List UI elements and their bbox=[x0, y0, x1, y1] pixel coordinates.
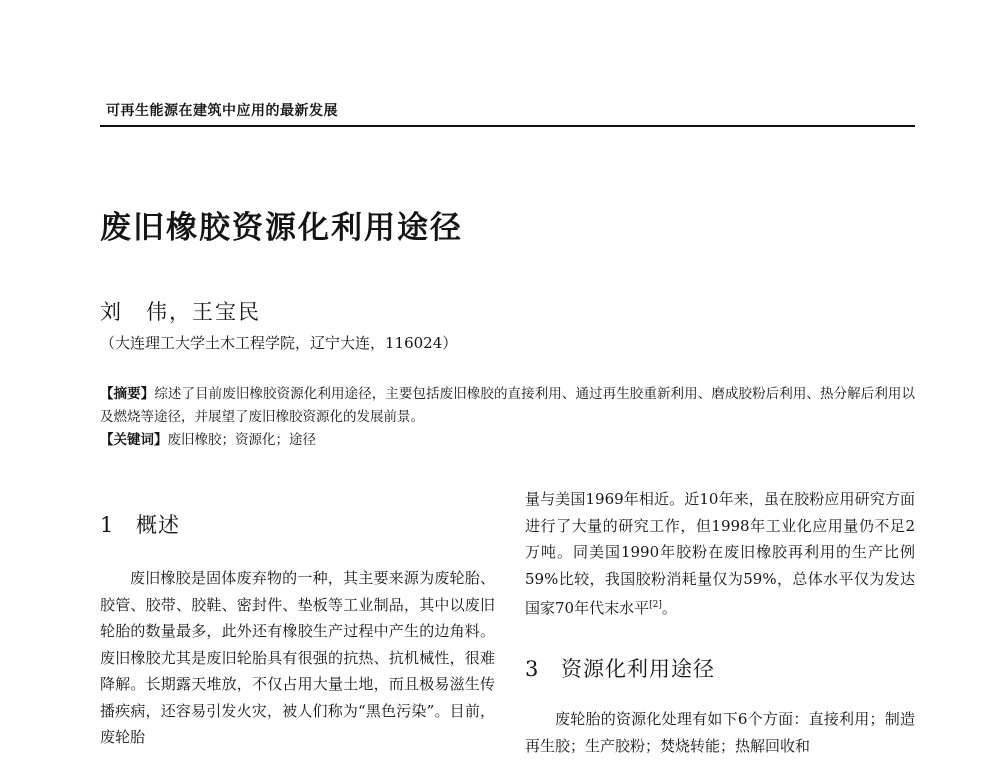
keywords bbox=[100, 429, 915, 452]
section-3-number: 3 bbox=[525, 657, 540, 681]
affiliation: （大连理工大学土木工程学院，辽宁大连，116024） bbox=[100, 334, 458, 352]
right-column bbox=[525, 486, 915, 622]
abstract-block bbox=[100, 383, 915, 452]
abstract-text: 综述了目前废旧橡胶资源化利用途径，主要包括废旧橡胶的直接利用、通过再生胶重新利用、磨成胶粉后利用、热分解后利用以及燃烧等途径，并展望了废旧橡胶资源化的发展前景。 bbox=[100, 386, 916, 425]
right-column-end: 。 bbox=[661, 599, 677, 617]
section-3-body bbox=[525, 706, 915, 759]
abstract bbox=[100, 383, 915, 429]
section-3-paragraph: 废轮胎的资源化处理有如下6个方面：直接利用；制造再生胶；生产胶粉；焚烧转能；热解回收和 bbox=[525, 710, 915, 755]
paper-title: 废旧橡胶资源化利用途径 bbox=[100, 210, 463, 246]
authors: 刘 伟，王宝民 bbox=[100, 300, 261, 324]
header-rule bbox=[100, 125, 915, 127]
keywords-text: 废旧橡胶；资源化；途径 bbox=[167, 432, 316, 448]
section-3-heading bbox=[525, 653, 715, 683]
left-column bbox=[100, 565, 495, 751]
right-column-text: 量与美国1969年相近。近10年来，虽在胶粉应用研究方面进行了大量的研究工作，但1998年工业化应用量仍不足2万吨。同美国1990年胶粉在废旧橡胶再利用的生产比例59%比较，我国胶粉消耗量仅为59%，总体水平仅为发达国家70年代末水平 bbox=[525, 490, 915, 617]
section-1-title: 概述 bbox=[136, 513, 180, 537]
keywords-label: 【关键词】 bbox=[100, 432, 168, 448]
right-column-paragraph bbox=[525, 486, 915, 622]
section-1-heading bbox=[100, 509, 180, 539]
running-header: 可再生能源在建筑中应用的最新发展 bbox=[106, 103, 338, 119]
section-3-title: 资源化利用途径 bbox=[561, 657, 715, 681]
abstract-label: 【摘要】 bbox=[100, 386, 155, 402]
citation-ref: [2] bbox=[649, 600, 662, 610]
section-1-number: 1 bbox=[100, 513, 115, 537]
section-1-paragraph: 废旧橡胶是固体废弃物的一种，其主要来源为废轮胎、胶管、胶带、胶鞋、密封件、垫板等工业制品，其中以废旧轮胎的数量最多，此外还有橡胶生产过程中产生的边角料。废旧橡胶尤其是废旧轮胎具有很强的抗热、抗机械性，很难降解。长期露天堆放，不仅占用大量土地，而且极易滋生传播疾病，还容易引发火灾，被人们称为“黑色污染”。目前，废轮胎 bbox=[100, 569, 495, 746]
